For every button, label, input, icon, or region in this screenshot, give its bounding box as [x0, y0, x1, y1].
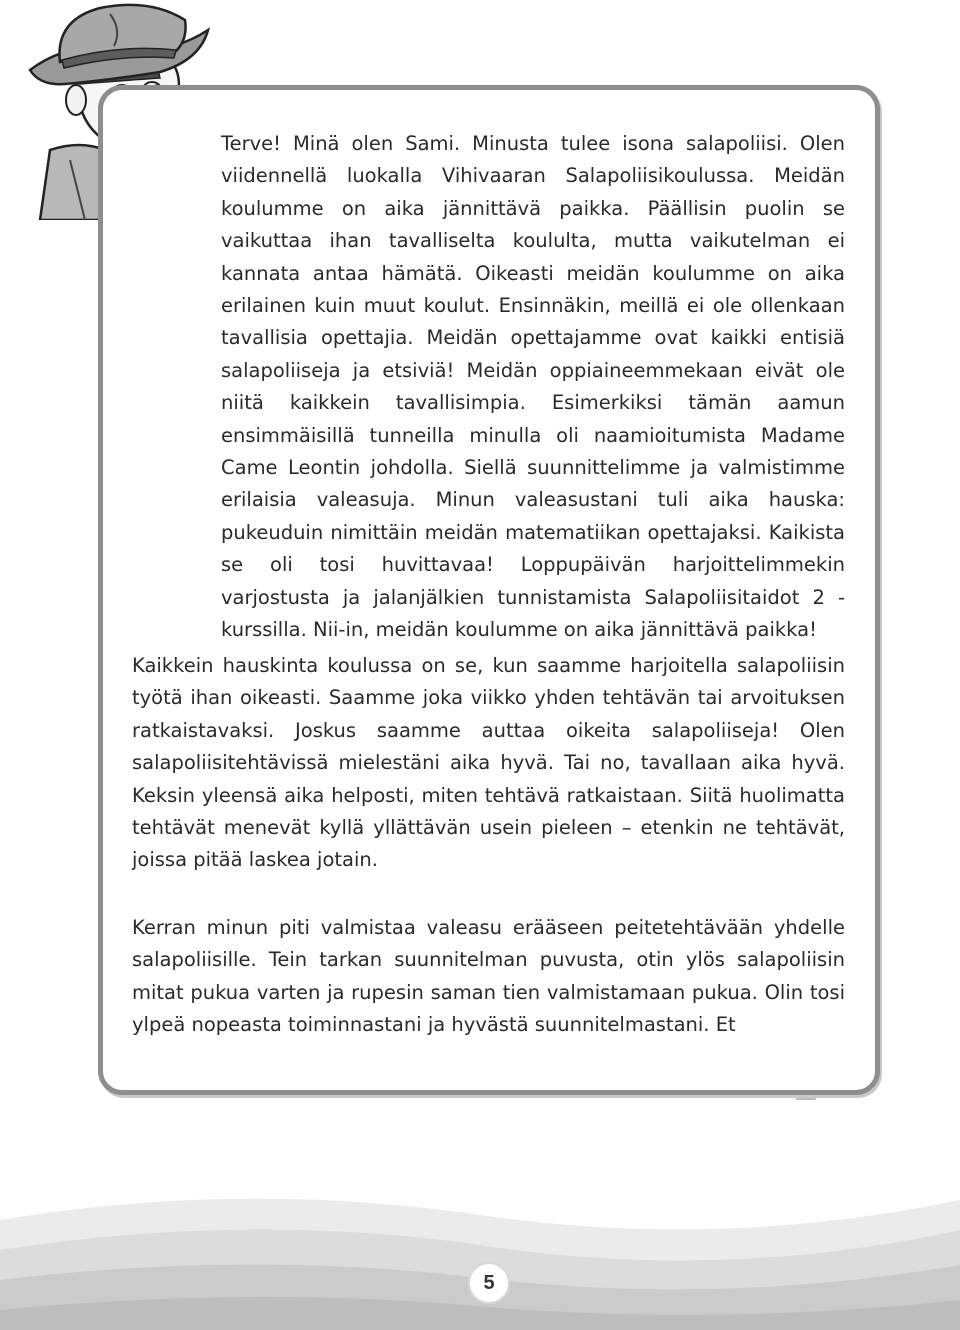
story-paragraph-2: Kaikkein hauskinta koulussa on se, kun saamme harjoitella salapoliisin työtä ihan oikeasti. Saamme joka viikko yhden tehtävän tai arvoituksen ratkaistavaksi. Joskus saamme auttaa oikeita salapoliiseja! Olen salapoliisitehtävissä mielestäni aika hyvä. Tai no, tavallaan aika hyvä. Keksin yleensä aika helposti, miten tehtävä ratkaistaan. Siitä huolimatta tehtävät menevät kyllä yllättävän usein pieleen – etenkin ne tehtävät, joissa pitää laskea jotain.: [132, 654, 845, 872]
story-paragraph-1-text: Terve! Minä olen Sami. Minusta tulee isona salapoliisi. Olen viidennellä luokalla Vihivaaran Salapoliisikoulussa. Meidän koulumme on aika jännittävä paikka. Päällisin puolin se vaikuttaa ihan tavalliselta koululta, mutta vaikutelman ei kannata antaa hämätä. Oikeasti meidän koulumme on aika erilainen kuin muut koulut. Ensinnäkin, meillä ei ole ollenkaan tavallisia opettajia. Meidän opettajamme ovat kaikki entisiä salapoliiseja ja etsiviä! Meidän oppiaineemmekaan eivät ole niitä kaikkein tavallisimpia. Esimerkiksi tämän aamun ensimmäisillä tunneilla minulla oli naamioitumista Madame Came Leontin johdolla. Siellä suunnittelimme ja valmistimme erilaisia valeasuja. Minun valeasustani tuli aika hauska: pukeuduin nimittäin meidän matematiikan opettajaksi. Kaikista se oli tosi huvittavaa! Loppupäivän harjoittelimmekin varjostusta ja jalanjälkien tunnistamista Salapoliisitaidot 2 -kurssilla. Nii-in, meidän koulumme on aika jännittävä paikka!: [221, 132, 845, 642]
story-paragraph-1: [132, 128, 845, 647]
page-number: 5: [468, 1262, 510, 1304]
story-paragraph-3: Kerran minun piti valmistaa valeasu erääseen peitetehtävään yhdelle salapoliisille. Tein tarkan suunnitelman puvusta, otin ylös salapoliisin mitat pukua varten ja rupesin saman tien valmistamaan pukua. Olin tosi ylpeä nopeasta toiminnastani ja hyvästä suunnitelmastani. Et: [132, 916, 845, 1037]
footer-wave-decoration: [0, 1160, 960, 1330]
